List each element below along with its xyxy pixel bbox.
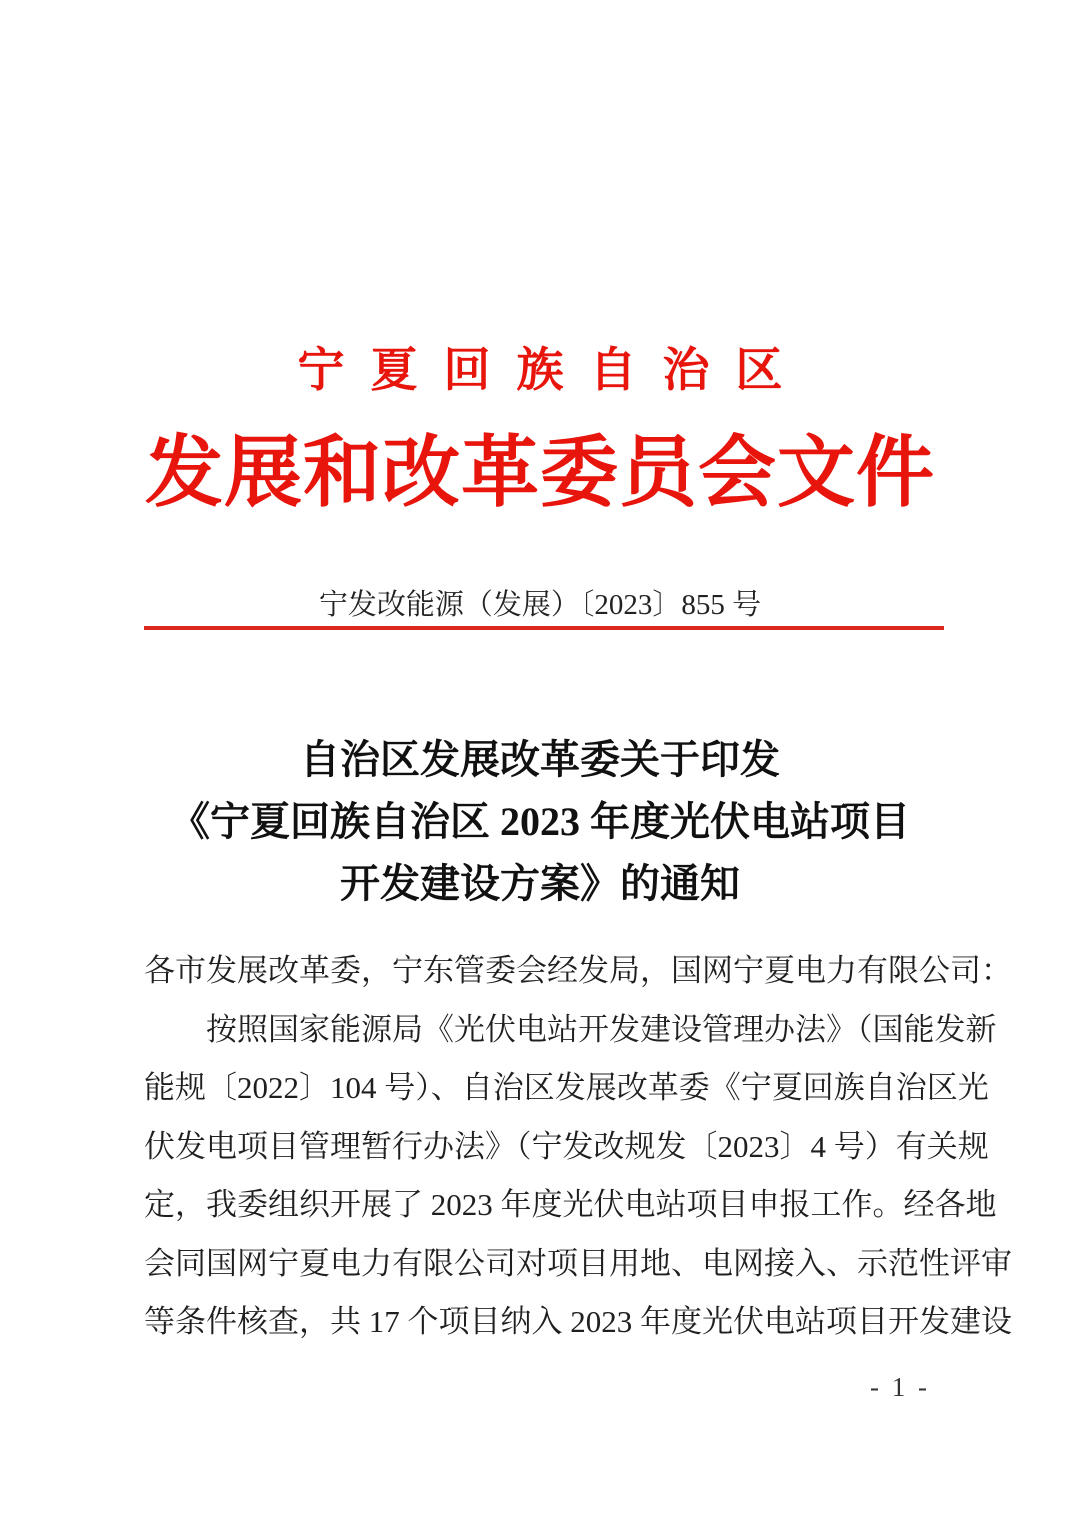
body-line: 按照国家能源局《光伏电站开发建设管理办法》（国能发新 [206, 1011, 997, 1047]
body-text [144, 942, 1012, 1352]
red-divider-line [144, 626, 944, 630]
notice-title [0, 729, 1080, 915]
body-line: 等条件核查，共 17 个项目纳入 2023 年度光伏电站项目开发建设 [144, 1304, 1012, 1339]
body-line: 伏发电项目管理暂行办法》（宁发改规发〔2023〕4 号）有关规 [144, 1128, 989, 1164]
notice-title-line-2: 《宁夏回族自治区 2023 年度光伏电站项目 [170, 799, 910, 844]
page-number: - 1 - [870, 1372, 930, 1402]
body-line: 定，我委组织开展了 2023 年度光伏电站项目申报工作。经各地 [144, 1187, 997, 1222]
agency-title-heading: 发展和改革委员会文件 [144, 429, 935, 516]
region-name-heading: 宁夏回族自治区 [297, 345, 809, 397]
notice-title-line-1: 自治区发展改革委关于印发 [300, 737, 780, 782]
body-line-salutation: 各市发展改革委，宁东管委会经发局，国网宁夏电力有限公司： [144, 953, 1012, 988]
body-line: 能规〔2022〕104 号）、自治区发展改革委《宁夏回族自治区光 [144, 1070, 989, 1105]
notice-title-line-3: 开发建设方案》的通知 [340, 861, 740, 906]
doc-number: 宁发改能源（发展）〔2023〕855 号 [318, 589, 762, 621]
body-line: 会同国网宁夏电力有限公司对项目用地、电网接入、示范性评审 [144, 1245, 1012, 1281]
